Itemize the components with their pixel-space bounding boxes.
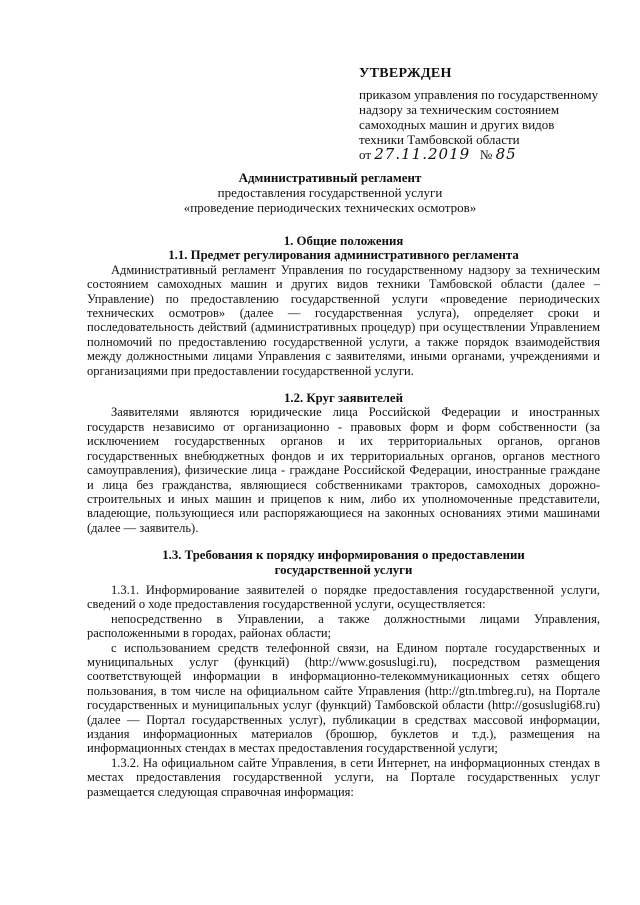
approval-date-line [359, 147, 624, 162]
title-line-1: Административный регламент [238, 170, 422, 185]
subsection-1-3-heading: 1.3. Требования к порядку информирования о предоставлении государственной услуги [162, 548, 525, 577]
subsection-1-2-text: Заявителями являются юридические лица Российской Федерации и иностранных государств независимо от организационно - правовых форм и форм собственности (за исключением государственных органов и их территориальных органов, органов государственных внебюджетных фондов и их территориальных органов, органов местного самоуправления), физические лица - граждане Российской Федерации, иностранные граждане и лица без гражданства, являющиеся собственниками тракторов, самоходных дорожно-строительных и иных машин и прицепов к ним, либо их уполномоченные представители, владеющие, пользующиеся или распоряжающиеся на законных основаниях этими машинами (далее — заявитель). [87, 405, 600, 535]
handwritten-date: 27.11.2019 [374, 145, 471, 163]
subsection-1-1-text: Административный регламент Управления по государственному надзору за техническим состоянием самоходных машин и других видов техники Тамбовской области (далее – Управление) по предоставлению государственной услуги «проведение периодических технических осмотров» (далее — государственная услуга), определяет сроки и последовательность действий (административных процедур) при осуществлении Управлением полномочий по предоставлению государственной услуги, а также порядок взаимодействия между должностными лицами Управления с заявителями, иными органами, учреждениями и организациями при предоставлении государственной услуги. [87, 262, 600, 378]
number-prefix: № [479, 147, 493, 162]
paragraph-telephone: с использованием средств телефонной связи, на Едином портале государственных и муниципальных услуг (функций) (http://www.gosuslugi.ru), посредством размещения соответствующей информации в информационно-телекоммуникационных сетях общего пользования, в том числе на официальном сайте Управления (http://gtn.tmbreg.ru), на Портале государственных и муниципальных услуг (функций) Тамбовской области (http://gosuslugi68.ru) (далее — Портал государственных услуг), публикации в средствах массовой информации, издания информационных материалов (брошюр, буклетов и т.д.), размещения на информационных стендах в местах предоставления государственной услуги; [87, 640, 600, 756]
title-line-3: «проведение периодических технических осмотров» [183, 200, 477, 215]
approval-line-2: надзору за техническим состоянием [359, 102, 560, 117]
approval-line-1: приказом управления по государственному [359, 87, 599, 102]
title-line-2: предоставления государственной услуги [217, 185, 443, 200]
paragraph-direct: непосредственно в Управлении, а также должностными лицами Управления, расположенными в городах, районах области; [87, 611, 600, 641]
subsection-1-1-heading: 1.1. Предмет регулирования административного регламента [168, 248, 519, 263]
approval-heading: УТВЕРЖДЕН [359, 66, 452, 81]
date-prefix: от [359, 147, 372, 162]
section-1-heading: 1. Общие положения [283, 234, 404, 248]
approval-line-3: самоходных машин и других видов [359, 117, 555, 132]
paragraph-1-3-2: 1.3.2. На официальном сайте Управления, в сети Интернет, на информационных стендах в местах предоставления государственной услуги, на Портале государственных услуг размещается следующая справочная информация: [87, 755, 600, 799]
paragraph-1-3-1: 1.3.1. Информирование заявителей о порядке предоставления государственной услуги, сведений о ходе предоставления государственной услуги, осуществляется: [87, 582, 600, 612]
document-title [60, 170, 600, 215]
document-body [87, 234, 600, 799]
handwritten-number: 85 [495, 145, 517, 163]
approval-line-4: техники Тамбовской области [359, 132, 520, 147]
approval-stamp [359, 66, 624, 162]
subsection-1-2-heading: 1.2. Круг заявителей [284, 391, 403, 406]
